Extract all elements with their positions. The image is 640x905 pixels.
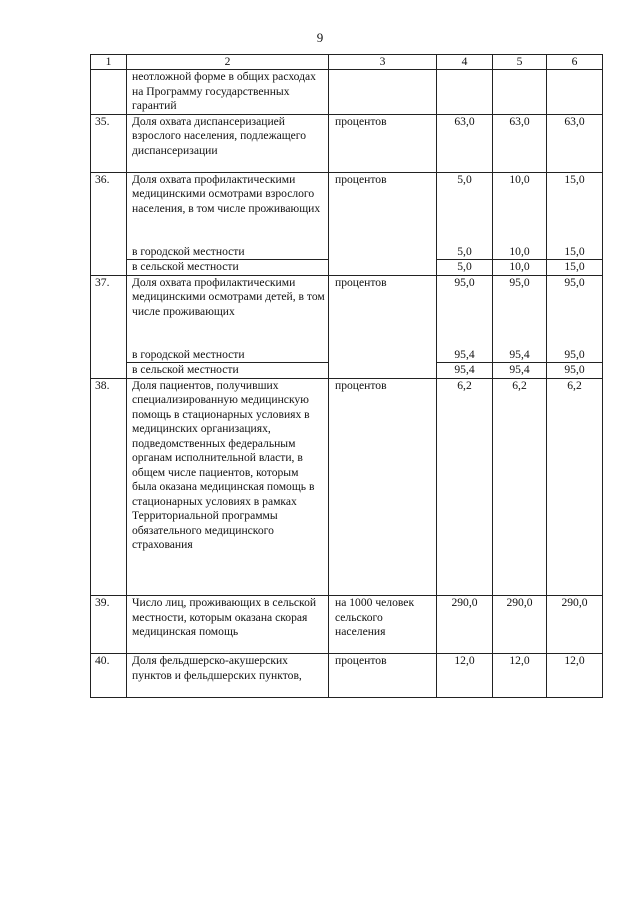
value-2020-cell xyxy=(493,70,547,115)
unit-cell: процентов xyxy=(329,654,437,698)
row-number-cell xyxy=(91,348,127,363)
unit-cell: процентов xyxy=(329,114,437,172)
indicator-description-cell: неотложной форме в общих расходах на Программу государственных гарантий xyxy=(127,70,329,115)
unit-cell xyxy=(329,260,437,276)
value-2019-cell xyxy=(437,70,493,115)
table-header-row xyxy=(91,55,603,70)
header-cell: 5 xyxy=(493,55,547,70)
table-row xyxy=(91,275,603,348)
value-2020-cell: 10,0 xyxy=(493,260,547,276)
indicator-description-cell: в городской местности xyxy=(127,245,329,260)
value-2021-cell: 290,0 xyxy=(547,596,603,654)
indicator-description-cell: в сельской местности xyxy=(127,363,329,379)
value-2019-cell: 6,2 xyxy=(437,378,493,596)
value-2021-cell: 15,0 xyxy=(547,260,603,276)
indicator-description-cell: Доля фельдшерско-акушерских пунктов и фельдшерских пунктов, xyxy=(127,654,329,698)
value-2019-cell: 290,0 xyxy=(437,596,493,654)
row-number-cell: 37. xyxy=(91,275,127,348)
value-2020-cell: 63,0 xyxy=(493,114,547,172)
value-2019-cell: 12,0 xyxy=(437,654,493,698)
value-2021-cell: 15,0 xyxy=(547,245,603,260)
indicator-description-cell: Доля пациентов, получивших специализированную медицинскую помощь в стационарных условиях в медицинских организациях, подведомственных федеральным органам исполнительной власти, в общем числе пациентов, которым была оказана медицинская помощь в стационарных условиях в рамках Территориальной программы обязательного медицинского страхования xyxy=(127,378,329,596)
value-2021-cell: 95,0 xyxy=(547,363,603,379)
value-2020-cell: 95,4 xyxy=(493,348,547,363)
header-cell: 2 xyxy=(127,55,329,70)
value-2021-cell: 95,0 xyxy=(547,275,603,348)
unit-cell xyxy=(329,70,437,115)
row-number-cell xyxy=(91,363,127,379)
table-row xyxy=(91,378,603,596)
header-cell: 6 xyxy=(547,55,603,70)
table-subrow xyxy=(91,245,603,260)
unit-cell: процентов xyxy=(329,275,437,348)
indicator-description-cell: Доля охвата профилактическими медицинскими осмотрами взрослого населения, в том числе проживающих xyxy=(127,172,329,245)
row-number-cell: 40. xyxy=(91,654,127,698)
table-row xyxy=(91,172,603,245)
value-2019-cell: 95,0 xyxy=(437,275,493,348)
row-number-cell xyxy=(91,70,127,115)
unit-cell xyxy=(329,245,437,260)
value-2020-cell: 95,0 xyxy=(493,275,547,348)
row-number-cell xyxy=(91,245,127,260)
value-2019-cell: 63,0 xyxy=(437,114,493,172)
value-2020-cell: 12,0 xyxy=(493,654,547,698)
indicator-description-cell: Доля охвата профилактическими медицинскими осмотрами детей, в том числе проживающих xyxy=(127,275,329,348)
value-2019-cell: 95,4 xyxy=(437,363,493,379)
row-number-cell: 38. xyxy=(91,378,127,596)
indicator-description-cell: Число лиц, проживающих в сельской местности, которым оказана скорая медицинская помощь xyxy=(127,596,329,654)
unit-cell: процентов xyxy=(329,172,437,245)
table-row xyxy=(91,654,603,698)
unit-cell xyxy=(329,348,437,363)
value-2019-cell: 5,0 xyxy=(437,172,493,245)
unit-cell: на 1000 человек сельского населения xyxy=(329,596,437,654)
row-number-cell: 36. xyxy=(91,172,127,245)
value-2020-cell: 10,0 xyxy=(493,245,547,260)
table-subrow xyxy=(91,348,603,363)
value-2019-cell: 5,0 xyxy=(437,260,493,276)
header-cell: 3 xyxy=(329,55,437,70)
indicator-description-cell: в городской местности xyxy=(127,348,329,363)
row-number-cell: 35. xyxy=(91,114,127,172)
value-2021-cell: 6,2 xyxy=(547,378,603,596)
table-subrow xyxy=(91,363,603,379)
unit-cell xyxy=(329,363,437,379)
value-2019-cell: 95,4 xyxy=(437,348,493,363)
value-2021-cell xyxy=(547,70,603,115)
header-cell: 1 xyxy=(91,55,127,70)
indicator-description-cell: в сельской местности xyxy=(127,260,329,276)
indicator-description-cell: Доля охвата диспансеризацией взрослого населения, подлежащего диспансеризации xyxy=(127,114,329,172)
row-number-cell xyxy=(91,260,127,276)
value-2021-cell: 63,0 xyxy=(547,114,603,172)
value-2020-cell: 290,0 xyxy=(493,596,547,654)
value-2021-cell: 95,0 xyxy=(547,348,603,363)
value-2020-cell: 95,4 xyxy=(493,363,547,379)
table-row xyxy=(91,114,603,172)
page-number: 9 xyxy=(316,30,324,45)
value-2020-cell: 10,0 xyxy=(493,172,547,245)
table-subrow xyxy=(91,260,603,276)
value-2019-cell: 5,0 xyxy=(437,245,493,260)
header-cell: 4 xyxy=(437,55,493,70)
value-2021-cell: 15,0 xyxy=(547,172,603,245)
value-2020-cell: 6,2 xyxy=(493,378,547,596)
value-2021-cell: 12,0 xyxy=(547,654,603,698)
table-row xyxy=(91,70,603,115)
table-row xyxy=(91,596,603,654)
unit-cell: процентов xyxy=(329,378,437,596)
row-number-cell: 39. xyxy=(91,596,127,654)
indicator-table xyxy=(90,54,603,698)
